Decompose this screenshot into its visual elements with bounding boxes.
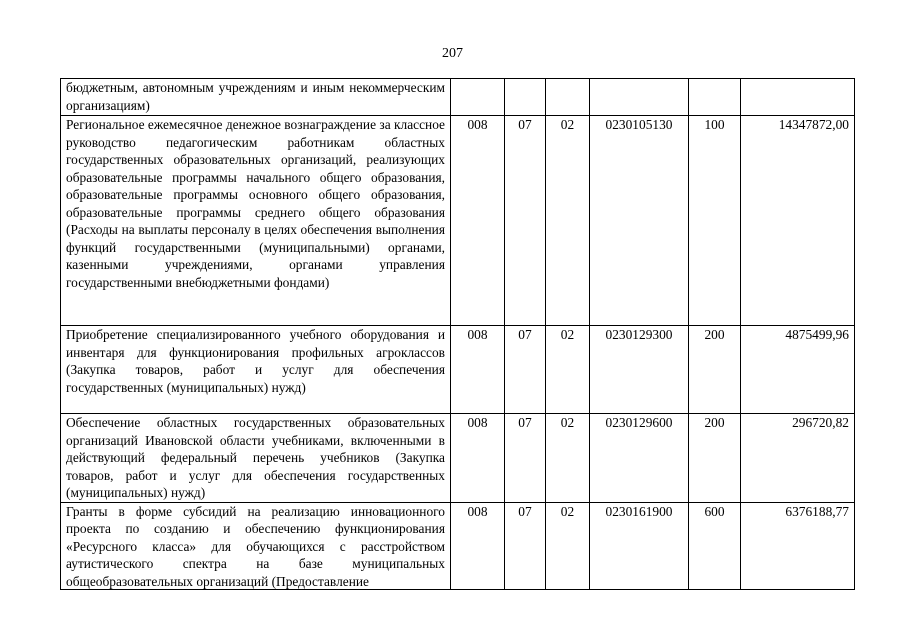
target-article-code: 0230105130 bbox=[590, 116, 689, 326]
section-code: 07 bbox=[505, 116, 546, 326]
row-description: бюджетным, автономным учреждениям и иным некоммерческим организациям) bbox=[61, 79, 451, 116]
section-code: 07 bbox=[505, 502, 546, 589]
expense-type-code: 200 bbox=[689, 326, 741, 414]
table-row bbox=[61, 79, 855, 116]
ministry-code bbox=[451, 79, 505, 116]
subsection-code: 02 bbox=[546, 116, 590, 326]
ministry-code: 008 bbox=[451, 414, 505, 503]
subsection-code bbox=[546, 79, 590, 116]
subsection-code: 02 bbox=[546, 414, 590, 503]
expense-type-code bbox=[689, 79, 741, 116]
amount-value bbox=[741, 79, 855, 116]
row-description bbox=[61, 502, 451, 589]
table-row bbox=[61, 116, 855, 326]
expense-type-code: 200 bbox=[689, 414, 741, 503]
row-description: Региональное ежемесячное денежное вознаграждение за классное руководство педагогическим работникам областных государственных образовательных организаций, реализующих образовательные программы начального общего образования, образовательные программы основного общего образования, образовательные программы среднего общего образования (Расходы на выплаты персоналу в целях обеспечения выполнения функций государственными (муниципальными) органами, казенными учреждениями, органами управления государственными внебюджетными фондами) bbox=[61, 116, 451, 326]
row-description: Приобретение специализированного учебного оборудования и инвентаря для функционирования профильных агроклассов (Закупка товаров, работ и услуг для обеспечения государственных (муниципальных) нужд) bbox=[61, 326, 451, 414]
target-article-code bbox=[590, 79, 689, 116]
target-article-code: 0230129300 bbox=[590, 326, 689, 414]
section-code: 07 bbox=[505, 414, 546, 503]
ministry-code: 008 bbox=[451, 116, 505, 326]
amount-value: 14347872,00 bbox=[741, 116, 855, 326]
subsection-code: 02 bbox=[546, 502, 590, 589]
expense-type-code: 600 bbox=[689, 502, 741, 589]
amount-value: 6376188,77 bbox=[741, 502, 855, 589]
target-article-code: 0230129600 bbox=[590, 414, 689, 503]
table-row bbox=[61, 326, 855, 414]
row-description-text: Гранты в форме субсидий на реализацию инновационного проекта по созданию и обеспечению функционирования «Ресурсного класса» для обучающихся с расстройством аутистического спектра на базе муниципальных общеобразовательных организаций (Предоставление bbox=[66, 503, 445, 589]
amount-value: 4875499,96 bbox=[741, 326, 855, 414]
section-code bbox=[505, 79, 546, 116]
row-description: Обеспечение областных государственных образовательных организаций Ивановской области учебниками, включенными в действующий федеральный перечень учебников (Закупка товаров, работ и услуг для обеспечения государственных (муниципальных) нужд) bbox=[61, 414, 451, 503]
table-row bbox=[61, 414, 855, 503]
expense-type-code: 100 bbox=[689, 116, 741, 326]
ministry-code: 008 bbox=[451, 326, 505, 414]
target-article-code: 0230161900 bbox=[590, 502, 689, 589]
table-row bbox=[61, 502, 855, 589]
budget-table bbox=[60, 78, 855, 590]
amount-value: 296720,82 bbox=[741, 414, 855, 503]
section-code: 07 bbox=[505, 326, 546, 414]
page-number: 207 bbox=[442, 46, 463, 61]
subsection-code: 02 bbox=[546, 326, 590, 414]
ministry-code: 008 bbox=[451, 502, 505, 589]
